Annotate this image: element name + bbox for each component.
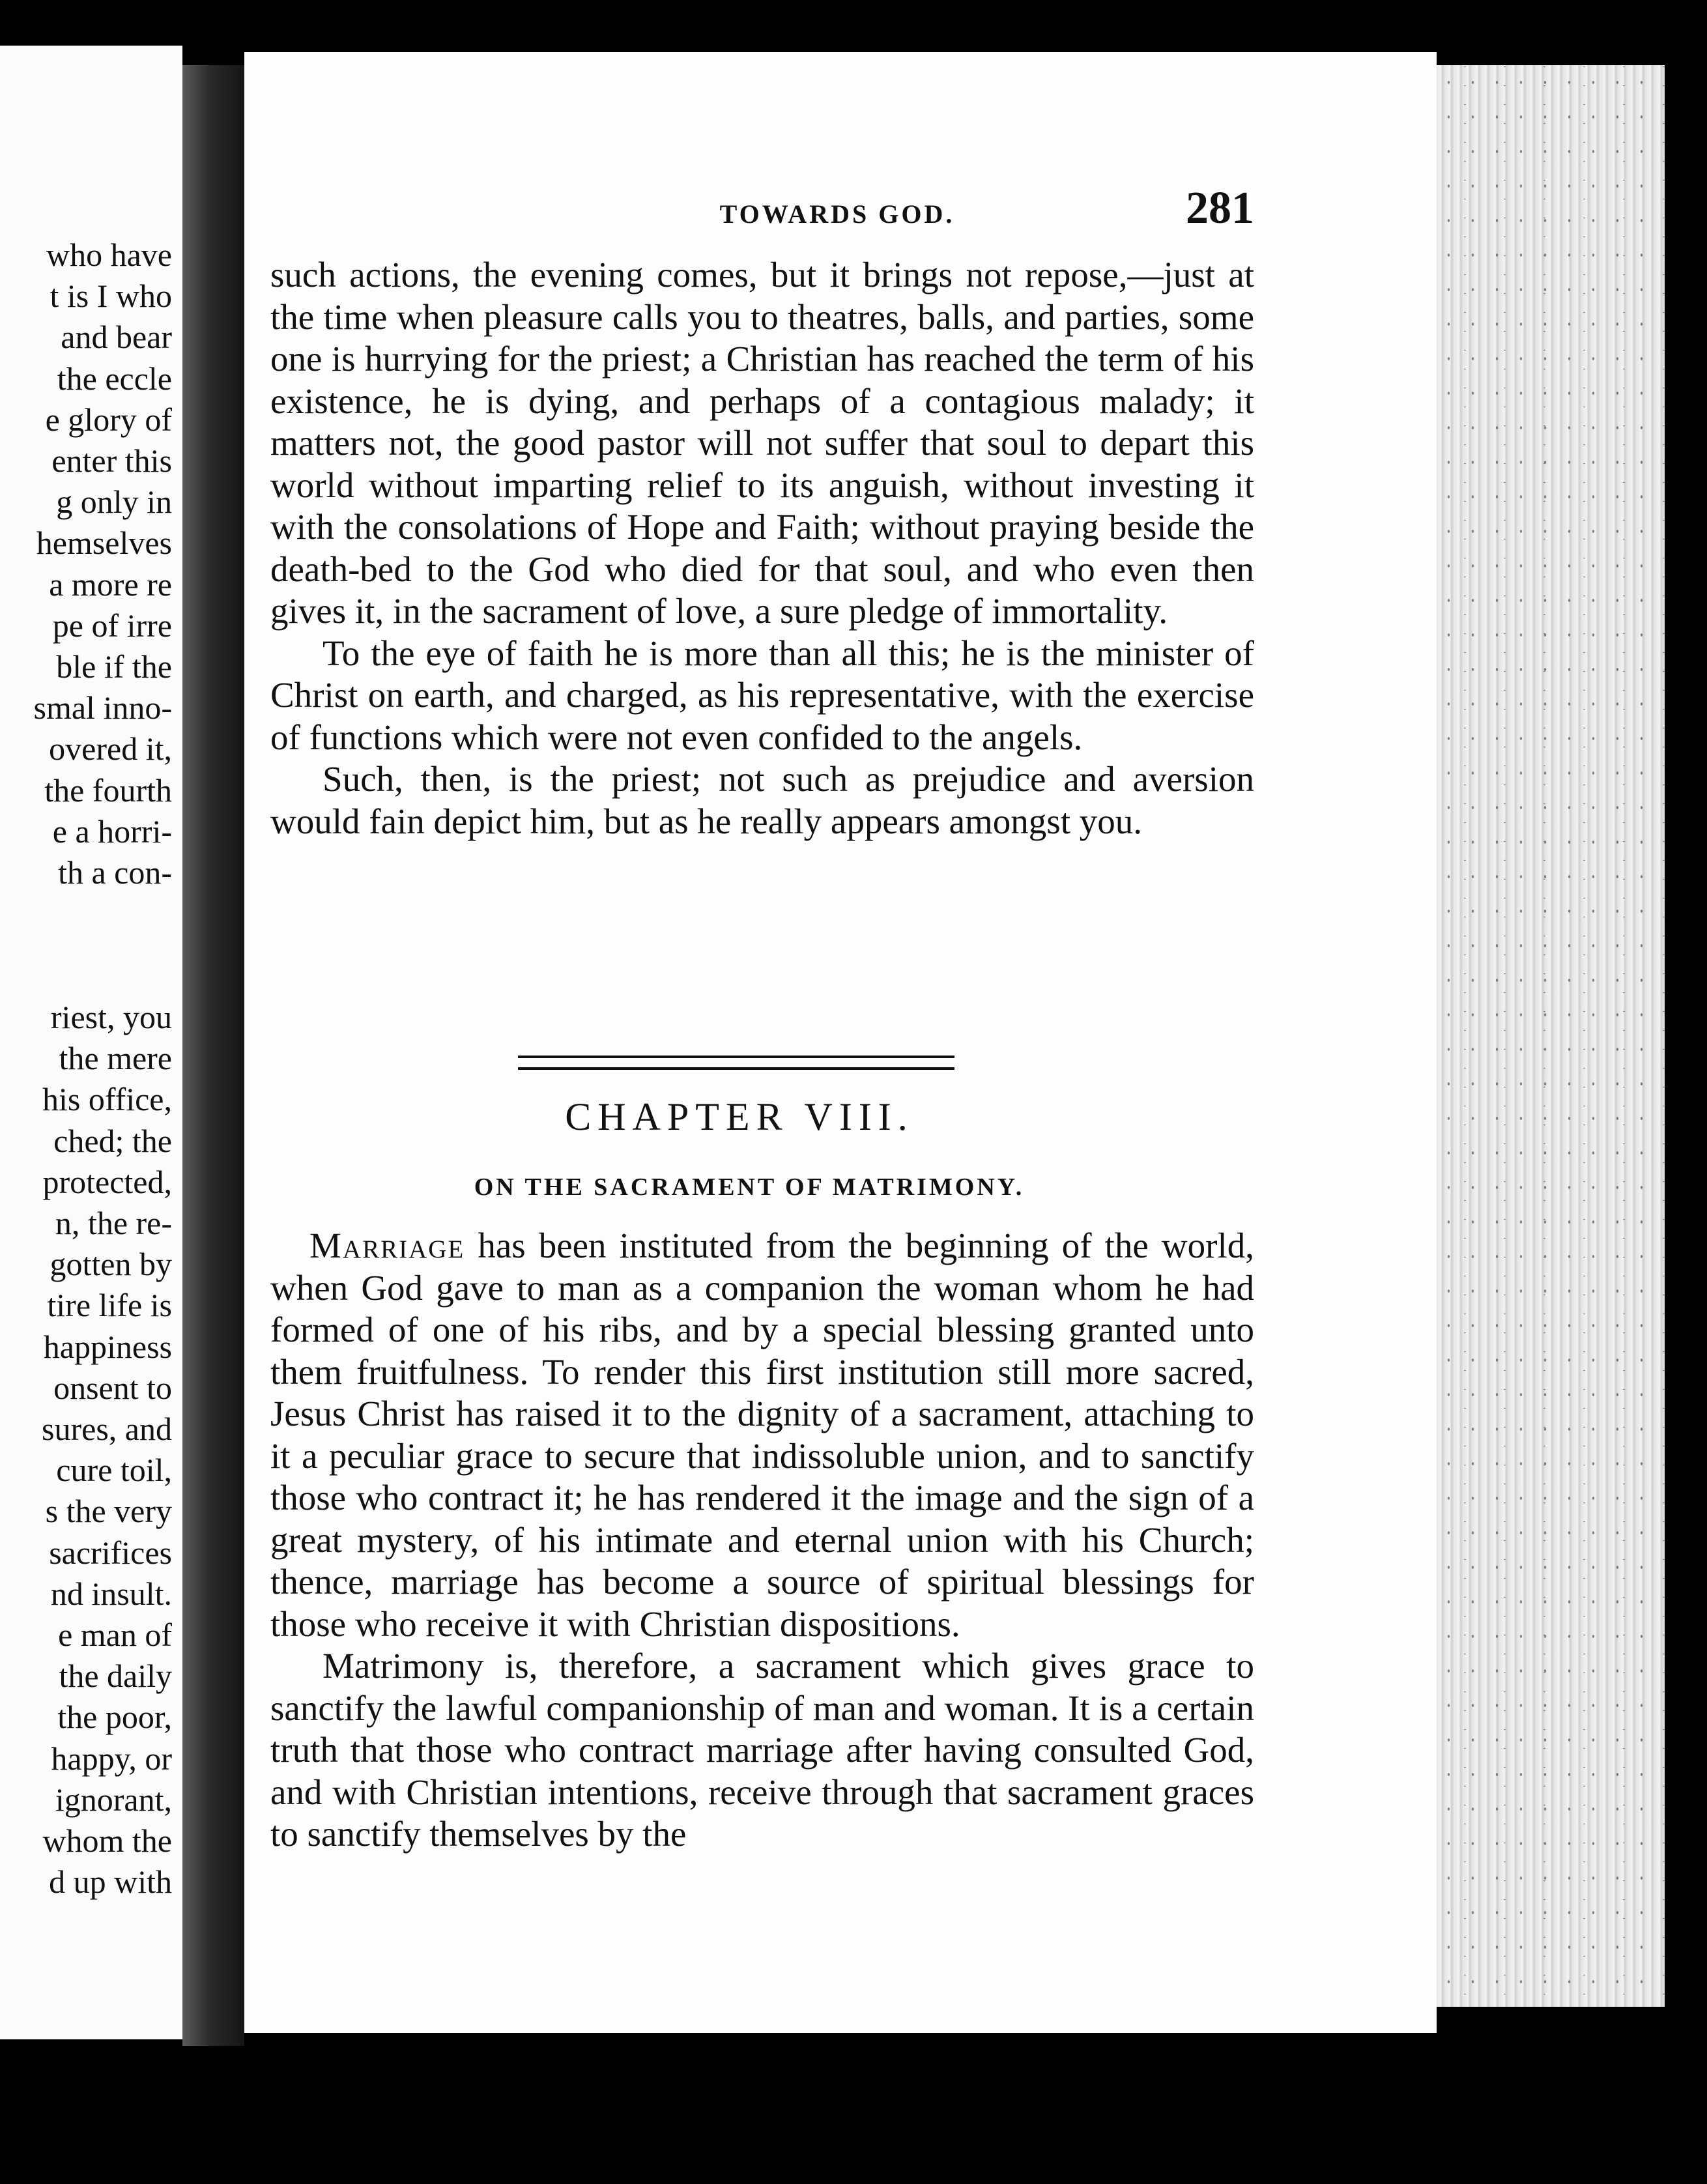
facing-line: smal inno-	[33, 689, 172, 726]
text-block-top	[270, 254, 1254, 842]
paragraph	[270, 1225, 1254, 1645]
facing-line: onsent to	[53, 1369, 172, 1406]
facing-line: the eccle	[57, 360, 172, 397]
facing-line: who have	[46, 237, 172, 273]
facing-line: happy, or	[51, 1740, 172, 1777]
facing-line: overed it,	[49, 730, 172, 768]
facing-line: e a horri-	[52, 812, 172, 850]
facing-line: whom the	[42, 1822, 172, 1860]
section-divider-rule	[518, 1056, 954, 1070]
paragraph-text: has been instituted from the beginning of the world, when God gave to man as a companion the woman whom he had formed of one of his ribs, and by a special blessing granted unto them fruitfulness. To render this first institution still more sacred, Jesus Christ has raised it to the dignity of a sacrament, attaching to it a peculiar grace to secure that indissoluble union, and to sanctify those who contract it; he has rendered it the image and the sign of a great mystery, of his intimate and eternal union with his Church; thence, marriage has become a source of spiritual blessings for those who receive it with Christian dispositions.	[270, 1226, 1254, 1644]
page-edge-speckle	[1437, 65, 1665, 2007]
facing-line: e man of	[58, 1616, 172, 1654]
facing-line: sacrifices	[49, 1534, 172, 1571]
facing-line: pe of irre	[52, 607, 172, 644]
facing-line: tire life is	[47, 1287, 172, 1324]
facing-line: protected,	[42, 1163, 172, 1200]
facing-line: ble if the	[56, 648, 172, 685]
facing-page-lines-top	[34, 235, 172, 893]
facing-line: sures, and	[42, 1411, 172, 1448]
facing-line: n, the re-	[55, 1205, 172, 1242]
paragraph: such actions, the evening comes, but it brings not repose,—just at the time when pleasure calls you to theatres, balls, and parties, some one is hurrying for the priest; a Christian has reached the term of his existence, he is dying, and perhaps of a contagious malady; it matters not, the good pastor will not suffer that soul to depart this world without imparting relief to its anguish, without investing it with the consolations of Hope and Faith; without praying beside the death-bed to the God who died for that soul, and who even then gives it, in the sacrament of love, a sure pledge of immortality.	[270, 255, 1254, 631]
chapter-title: CHAPTER VIII.	[565, 1095, 914, 1138]
facing-line: gotten by	[50, 1246, 172, 1283]
facing-line: a more re	[49, 566, 172, 603]
opening-word: Marriage	[309, 1226, 465, 1265]
facing-line: cure toil,	[56, 1452, 172, 1489]
book-page	[244, 52, 1437, 2033]
book-gutter-shadow	[182, 65, 244, 2046]
facing-line: happiness	[43, 1328, 172, 1365]
facing-line: d up with	[49, 1863, 172, 1901]
facing-line: riest, you	[50, 999, 172, 1035]
page-number: 281	[1186, 183, 1254, 233]
facing-line: the poor,	[57, 1699, 172, 1736]
facing-line: g only in	[56, 483, 172, 521]
facing-line: the fourth	[44, 771, 172, 809]
facing-line: th a con-	[58, 854, 172, 891]
facing-line: nd insult.	[50, 1575, 172, 1612]
paragraph: Such, then, is the priest; not such as prejudice and aversion would fain depict him, but as he really appears amongst you.	[270, 759, 1254, 841]
facing-line: hemselves	[36, 524, 172, 562]
facing-line: the mere	[59, 1040, 172, 1077]
running-head: TOWARDS GOD.	[719, 199, 955, 229]
facing-line: s the very	[45, 1493, 172, 1530]
facing-page-fragment	[0, 46, 182, 2039]
paragraph: Matrimony is, therefore, a sacrament which gives grace to sanctify the lawful companionship of man and woman. It is a certain truth that those who contract marriage after having consulted God, and with Christian intentions, receive through that sacrament graces to sanctify themselves by the	[270, 1646, 1254, 1854]
facing-line: the daily	[59, 1658, 172, 1695]
text-block-chapter	[270, 1225, 1254, 1856]
facing-line: ignorant,	[55, 1781, 172, 1818]
book-page-edges	[1437, 65, 1665, 2007]
facing-page-lines-bottom	[42, 997, 172, 1903]
chapter-subtitle: ON THE SACRAMENT OF MATRIMONY.	[474, 1173, 1025, 1201]
facing-line: his office,	[42, 1081, 172, 1118]
facing-line: and bear	[61, 319, 172, 356]
paragraph: To the eye of faith he is more than all this; he is the minister of Christ on earth, and charged, as his representative, with the exercise of functions which were not even confided to the angels.	[270, 633, 1254, 757]
facing-line: enter this	[51, 442, 172, 480]
facing-line: e glory of	[45, 401, 172, 438]
facing-line: t is I who	[50, 278, 172, 315]
facing-line: ched; the	[53, 1122, 172, 1159]
